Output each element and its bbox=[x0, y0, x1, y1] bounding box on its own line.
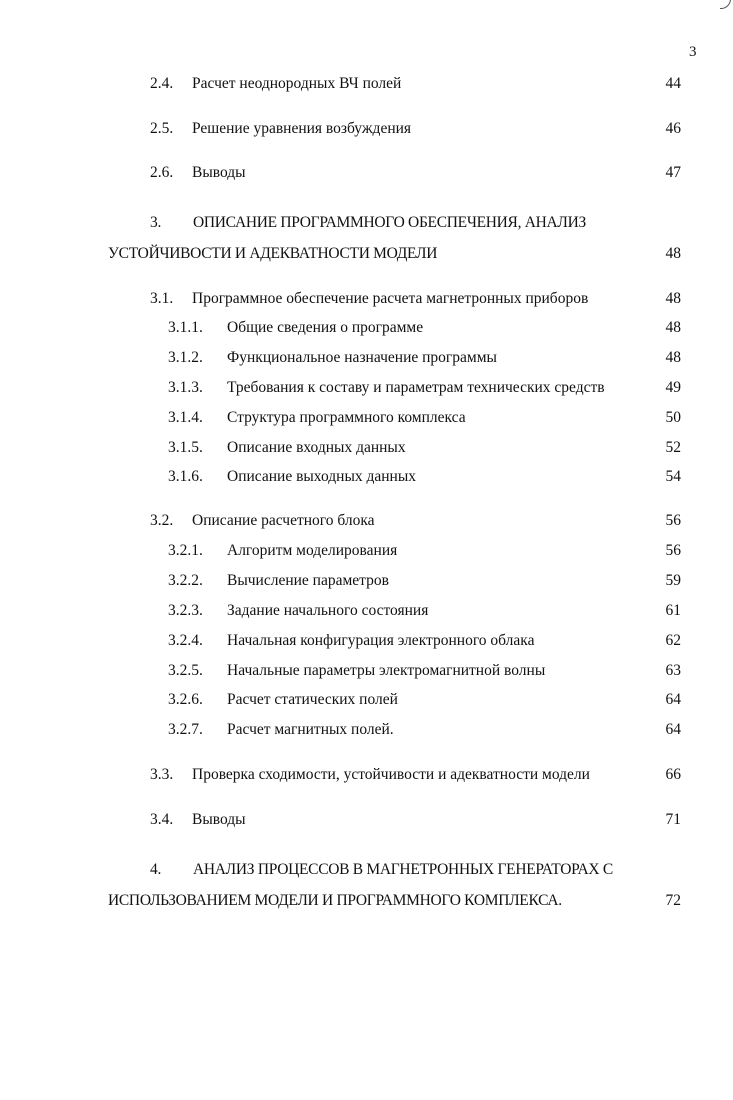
toc-entry-page: 48 bbox=[665, 290, 681, 307]
toc-entry-page: 49 bbox=[665, 379, 681, 396]
toc-entry-2-6[interactable] bbox=[0, 162, 733, 184]
chapter-title-line-2: УСТОЙЧИВОСТИ И АДЕКВАТНОСТИ МОДЕЛИ bbox=[108, 245, 438, 262]
toc-entry-title: Алгоритм моделирования bbox=[227, 542, 398, 559]
toc-entry-title: Начальные параметры электромагнитной волны bbox=[227, 662, 546, 679]
toc-entry-title: Расчет неоднородных ВЧ полей bbox=[192, 75, 402, 92]
toc-entry-number: 3.2.1. bbox=[168, 542, 203, 559]
toc-entry-page: 56 bbox=[665, 542, 681, 559]
toc-entry-page: 61 bbox=[665, 602, 681, 619]
toc-entry-title: Программное обеспечение расчета магнетронных приборов bbox=[192, 290, 589, 307]
toc-entry-page: 64 bbox=[665, 721, 681, 738]
toc-entry-page: 48 bbox=[665, 349, 681, 366]
toc-entry-3-2-1[interactable] bbox=[0, 540, 733, 562]
toc-entry-3-2-3[interactable] bbox=[0, 600, 733, 622]
toc-entry-3-1[interactable] bbox=[0, 288, 733, 310]
toc-entry-title: Общие сведения о программе bbox=[227, 319, 424, 336]
chapter-page: 72 bbox=[665, 892, 681, 909]
toc-entry-page: 44 bbox=[665, 75, 681, 92]
toc-entry-title: Структура программного комплекса bbox=[227, 409, 466, 426]
toc-entry-number: 3.2.2. bbox=[168, 572, 203, 589]
chapter-number: 3. bbox=[150, 214, 162, 231]
toc-entry-number: 3.1.2. bbox=[168, 349, 203, 366]
toc-entry-number: 3.2.7. bbox=[168, 721, 203, 738]
toc-entry-title: Описание входных данных bbox=[227, 439, 406, 456]
toc-entry-page: 54 bbox=[665, 468, 681, 485]
chapter-page: 48 bbox=[665, 245, 681, 262]
toc-entry-number: 2.6. bbox=[150, 164, 174, 181]
toc-entry-page: 66 bbox=[665, 766, 681, 783]
toc-entry-title: Описание выходных данных bbox=[227, 468, 417, 485]
toc-entry-number: 3.1.1. bbox=[168, 319, 203, 336]
toc-entry-2-5[interactable] bbox=[0, 118, 733, 140]
toc-entry-number: 3.1.5. bbox=[168, 439, 203, 456]
toc-entry-page: 56 bbox=[665, 512, 681, 529]
toc-entry-title: Описание расчетного блока bbox=[192, 512, 375, 529]
toc-entry-number: 3.1. bbox=[150, 290, 174, 307]
toc-entry-number: 3.2.6. bbox=[168, 691, 203, 708]
toc-entry-3-1-6[interactable] bbox=[0, 466, 733, 488]
corner-scan-mark bbox=[720, 0, 731, 9]
toc-entry-number: 3.1.3. bbox=[168, 379, 203, 396]
toc-entry-3-2-2[interactable] bbox=[0, 570, 733, 592]
toc-entry-3-2[interactable] bbox=[0, 510, 733, 532]
toc-entry-title: Вычисление параметров bbox=[227, 572, 389, 589]
toc-entry-title: Задание начального состояния bbox=[227, 602, 429, 619]
toc-entry-2-4[interactable] bbox=[0, 73, 733, 95]
toc-entry-3-1-5[interactable] bbox=[0, 437, 733, 459]
toc-entry-page: 59 bbox=[665, 572, 681, 589]
toc-entry-3-2-4[interactable] bbox=[0, 630, 733, 652]
toc-entry-title: Расчет магнитных полей. bbox=[227, 721, 394, 738]
toc-entry-3-1-4[interactable] bbox=[0, 407, 733, 429]
toc-entry-page: 71 bbox=[665, 811, 681, 828]
toc-entry-3-2-6[interactable] bbox=[0, 689, 733, 711]
toc-entry-page: 50 bbox=[665, 409, 681, 426]
toc-entry-page: 63 bbox=[665, 662, 681, 679]
toc-entry-3-3[interactable] bbox=[0, 764, 733, 786]
toc-entry-number: 2.4. bbox=[150, 75, 174, 92]
toc-entry-number: 3.3. bbox=[150, 766, 174, 783]
toc-entry-title: Решение уравнения возбуждения bbox=[192, 120, 412, 137]
toc-entry-page: 47 bbox=[665, 164, 681, 181]
toc-entry-title: Проверка сходимости, устойчивости и адекватности модели bbox=[192, 766, 590, 783]
toc-entry-title: Выводы bbox=[192, 811, 246, 828]
toc-entry-3-4[interactable] bbox=[0, 809, 733, 831]
toc-entry-3-1-1[interactable] bbox=[0, 317, 733, 339]
chapter-number: 4. bbox=[150, 861, 162, 878]
toc-entry-page: 62 bbox=[665, 632, 681, 649]
toc-entry-number: 3.2.5. bbox=[168, 662, 203, 679]
toc-entry-title: Выводы bbox=[192, 164, 246, 181]
toc-entry-number: 3.2. bbox=[150, 512, 174, 529]
toc-entry-number: 3.1.6. bbox=[168, 468, 203, 485]
chapter-title-line-2: ИСПОЛЬЗОВАНИЕМ МОДЕЛИ И ПРОГРАММНОГО КОМПЛЕКСА. bbox=[108, 892, 562, 909]
toc-entry-number: 2.5. bbox=[150, 120, 174, 137]
toc-entry-3-2-7[interactable] bbox=[0, 719, 733, 741]
toc-entry-page: 48 bbox=[665, 319, 681, 336]
toc-entry-page: 52 bbox=[665, 439, 681, 456]
toc-entry-title: Расчет статических полей bbox=[227, 691, 398, 708]
toc-entry-number: 3.2.3. bbox=[168, 602, 203, 619]
toc-entry-page: 64 bbox=[665, 691, 681, 708]
chapter-title-line-1: АНАЛИЗ ПРОЦЕССОВ В МАГНЕТРОННЫХ ГЕНЕРАТОРАХ С bbox=[193, 861, 613, 878]
toc-entry-page: 46 bbox=[665, 120, 681, 137]
chapter-title-line-1: ОПИСАНИЕ ПРОГРАММНОГО ОБЕСПЕЧЕНИЯ, АНАЛИЗ bbox=[193, 214, 586, 231]
toc-entry-number: 3.2.4. bbox=[168, 632, 203, 649]
toc-entry-title: Функциональное назначение программы bbox=[227, 349, 497, 366]
toc-entry-title: Требования к составу и параметрам технических средств bbox=[227, 379, 605, 396]
toc-entry-3-2-5[interactable] bbox=[0, 660, 733, 682]
toc-entry-3-1-2[interactable] bbox=[0, 347, 733, 369]
toc-entry-3-1-3[interactable] bbox=[0, 377, 733, 399]
toc-entry-title: Начальная конфигурация электронного облака bbox=[227, 632, 535, 649]
toc-entry-number: 3.1.4. bbox=[168, 409, 203, 426]
toc-entry-number: 3.4. bbox=[150, 811, 174, 828]
page-number: 3 bbox=[689, 44, 697, 60]
